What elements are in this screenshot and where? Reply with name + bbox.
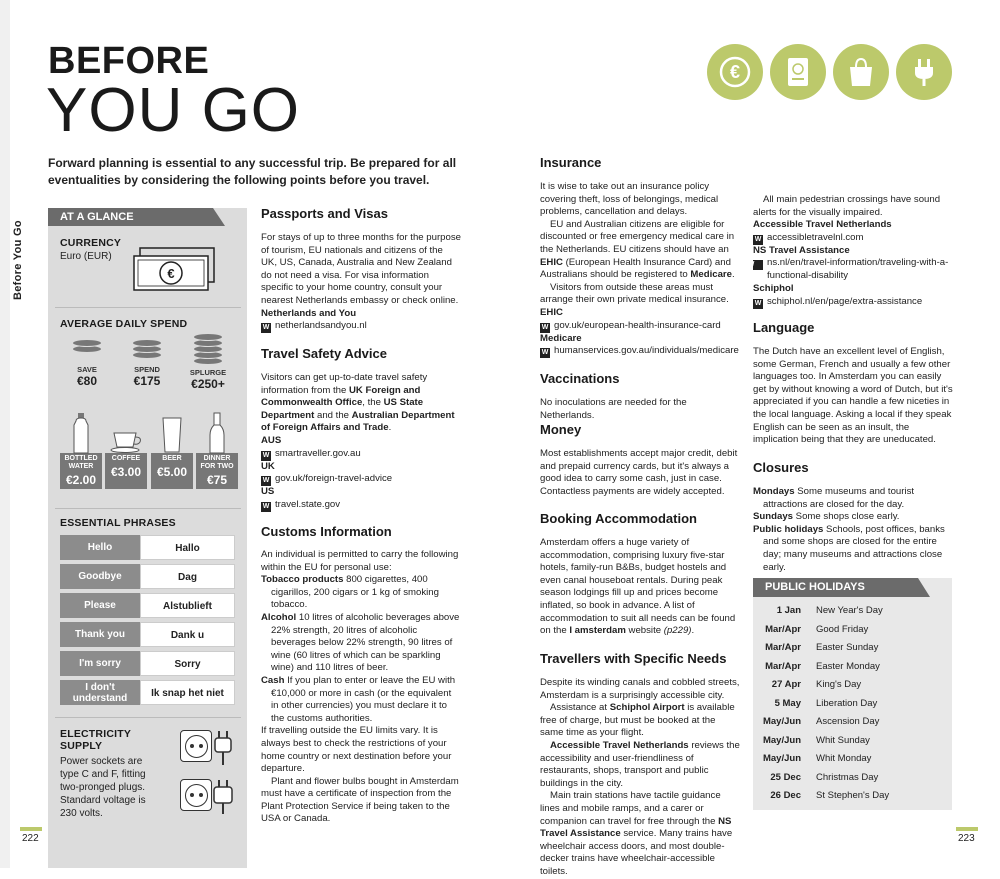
language-text: The Dutch have an excellent level of English, some German, French and usually a few other languages too. In Amsterdam you can easily get by without knowing a word of Dutch, but it's appreciated if you can handle a few niceties in the local language. Asking a local if they speak English can be seen as an insult, the implication being that they are uneducated. xyxy=(753,346,953,446)
holiday-date: 25 Dec xyxy=(770,771,801,783)
phrase-dutch: Sorry xyxy=(140,651,235,676)
banknotes-icon xyxy=(130,246,220,294)
safety-uk-label: UK xyxy=(261,460,275,472)
holiday-row xyxy=(753,698,952,716)
holiday-name: Easter Monday xyxy=(816,660,880,672)
phrases-title: ESSENTIAL PHRASES xyxy=(60,517,176,529)
holiday-name: King's Day xyxy=(816,679,862,690)
page-number-left: 222 xyxy=(22,833,39,844)
holiday-row xyxy=(753,624,952,642)
specific-link[interactable]: accessibletravelnl.com xyxy=(767,231,864,243)
customs-alcohol: 10 litres of alcoholic beverages above 22% strength, 20 litres of alcoholic beverages below 22% strength, 90 litres of wine (60 litres of which can be sparkling wine) and 110 litres of beer. xyxy=(271,611,460,674)
closure-day: Sundays xyxy=(753,511,793,523)
cost-label: BOTTLED WATER xyxy=(64,455,98,470)
customs-tobacco: 800 cigarettes, 400 cigarillos, 200 cigars or 1 kg of smoking tobacco. xyxy=(271,574,439,611)
electricity-title: ELECTRICITY SUPPLY xyxy=(60,728,131,752)
safety-text: Visitors can get up-to-date travel safety information from the xyxy=(261,372,428,396)
specific-para: reviews the accessibility and user-friendliness of restaurants, shops, transport and public buildings in the city. xyxy=(540,739,740,789)
holiday-date: 5 May xyxy=(774,697,801,709)
holiday-name: St Stephen's Day xyxy=(816,790,890,801)
spend-splurge xyxy=(183,335,233,391)
insurance-para: Visitors from outside these areas must arrange their own private medical insurance. xyxy=(540,281,729,306)
web-icon: W xyxy=(753,260,763,270)
passports-sub: Netherlands and You xyxy=(261,307,357,319)
customs-alcohol-label: Alcohol xyxy=(261,611,297,623)
daily-spend-title: AVERAGE DAILY SPEND xyxy=(60,318,188,330)
web-icon: W xyxy=(541,323,549,331)
web-icon: W xyxy=(262,502,270,510)
safety-section xyxy=(261,372,459,512)
holiday-name: Good Friday xyxy=(816,623,869,635)
electricity-text: Power sockets are type C and F, fitting two-pronged plugs. Standard voltage is 230 volts. xyxy=(60,756,146,819)
customs-tobacco-label: Tobacco products xyxy=(261,574,344,586)
safety-text: . xyxy=(388,422,392,434)
phrase-english: I don't understand xyxy=(60,680,140,705)
public-holidays-heading: PUBLIC HOLIDAYS xyxy=(753,578,918,597)
page-number-right: 223 xyxy=(958,833,975,844)
spend-value: €80 xyxy=(76,374,98,388)
cost-label: COFFEE xyxy=(111,455,141,462)
spend-value: €175 xyxy=(133,374,161,388)
wine-bottle-icon xyxy=(196,413,238,453)
specific-para: Assistance at xyxy=(550,702,610,714)
vaccinations-text: No inoculations are needed for the Netherlands. xyxy=(540,397,687,421)
holiday-row xyxy=(753,716,952,734)
holiday-row xyxy=(753,753,952,771)
insurance-para: (European Health Insurance Card) and Australians should be registered to xyxy=(540,256,731,281)
insurance-section xyxy=(540,181,740,358)
holiday-name: Whit Sunday xyxy=(816,734,870,746)
coin-stack-icon xyxy=(132,335,162,359)
title-line2: YOU GO xyxy=(46,76,301,145)
holiday-name: New Year's Day xyxy=(816,605,883,616)
svg-text:€: € xyxy=(167,266,175,281)
specific-ns: NS Travel Assistance xyxy=(540,815,732,840)
booking-page-ref: (p229) xyxy=(663,625,692,637)
safety-text: , the xyxy=(362,397,384,409)
safety-text: and the xyxy=(314,409,352,421)
cost-value: €75 xyxy=(206,473,228,487)
cost-water xyxy=(60,413,102,489)
specific-atn: Accessible Travel Netherlands xyxy=(550,739,689,751)
passports-heading: Passports and Visas xyxy=(261,206,388,221)
cost-dinner xyxy=(196,413,238,489)
closure-day: Mondays xyxy=(753,486,795,497)
specific-para: Despite its winding canals and cobbled streets, Amsterdam is a surprisingly accessible city. xyxy=(540,677,740,701)
holiday-row xyxy=(753,772,952,790)
phrase-dutch: Hallo xyxy=(140,535,235,560)
spend-label: SAVE xyxy=(77,365,97,374)
passports-text: For stays of up to three months for the purpose of tourism, EU nationals and citizens of the UK, US, Canada, Australia and New Zealand do not need a visa. For visa information specific to your home country, consult your nearest Netherlands embassy or check online. xyxy=(261,232,461,306)
booking-text: Amsterdam offers a huge variety of accommodation, comprising luxury five-star hotels, family-run B&Bs, budget hostels and even canal houseboat rentals. During peak season lodgings fill up and prices become inflated, so book in advance. A list of accommodation to suit all needs can be found on the xyxy=(540,537,736,637)
customs-intro: An individual is permitted to carry the following within the EU for personal use: xyxy=(261,549,459,573)
safety-us-label: US xyxy=(261,486,275,498)
holiday-row xyxy=(753,661,952,679)
phrase-english: Goodbye xyxy=(60,564,140,589)
insurance-para: . xyxy=(731,269,735,281)
booking-heading: Booking Accommodation xyxy=(540,511,697,526)
holiday-name: Ascension Day xyxy=(816,716,880,727)
holiday-date: 27 Apr xyxy=(771,679,801,690)
socket-type-c-icon xyxy=(180,730,212,762)
web-icon: W xyxy=(754,235,762,243)
web-icon: W xyxy=(262,324,270,332)
holiday-row xyxy=(753,605,952,623)
divider xyxy=(55,717,241,718)
divider xyxy=(55,508,241,509)
ehic-link[interactable]: gov.uk/european-health-insurance-card xyxy=(554,319,721,331)
spend-mid xyxy=(122,335,172,388)
currency-value: Euro (EUR) xyxy=(60,251,112,262)
holiday-date: Mar/Apr xyxy=(765,623,801,635)
insurance-para: EU and Australian citizens are eligible for discounted or free emergency medical care in the Netherlands. EU citizens should have an xyxy=(540,218,735,255)
specific-links xyxy=(747,156,953,309)
phrase-english: I'm sorry xyxy=(60,651,140,676)
ehic-label: EHIC xyxy=(540,306,563,318)
intro-text: Forward planning is essential to any successful trip. Be prepared for all eventualities by considering the following points before you travel. xyxy=(48,156,457,187)
holiday-row xyxy=(753,735,952,753)
specific-needs-section xyxy=(540,677,740,879)
coffee-cup-icon xyxy=(105,413,147,453)
web-icon: W xyxy=(262,451,270,459)
page-number-marker xyxy=(20,827,42,831)
phrase-row xyxy=(60,593,235,618)
customs-cash-label: Cash xyxy=(261,674,285,686)
holiday-row xyxy=(753,790,952,808)
currency-title: CURRENCY xyxy=(60,237,122,249)
safety-aus-org: Australian Department of Foreign Affairs and Trade xyxy=(261,409,455,434)
insurance-medicare-term: Medicare xyxy=(690,269,732,281)
language-heading: Language xyxy=(753,320,815,335)
customs-para: If travelling outside the EU limits vary. It is always best to check the restrictions of your home country or next destination before your departure. xyxy=(261,725,452,775)
vaccinations-heading: Vaccinations xyxy=(540,371,620,386)
plug-type-c-icon xyxy=(213,728,235,766)
cost-value: €2.00 xyxy=(65,473,97,487)
safety-heading: Travel Safety Advice xyxy=(261,346,387,361)
page-edge xyxy=(0,0,10,868)
medicare-link[interactable]: humanservices.gov.au/individuals/medicare xyxy=(554,345,739,357)
passports-section xyxy=(261,232,461,333)
holiday-row xyxy=(753,642,952,660)
cost-label: DINNER FOR TWO xyxy=(200,455,234,470)
cost-coffee xyxy=(105,413,147,489)
phrase-row xyxy=(60,564,235,589)
safety-uk-link[interactable]: gov.uk/foreign-travel-advice xyxy=(275,473,393,485)
phrase-row xyxy=(60,535,235,560)
passports-link[interactable]: netherlandsandyou.nl xyxy=(275,320,367,332)
specific-link[interactable]: ns.nl/en/travel-information/traveling-with-a-functional-disability xyxy=(767,257,949,282)
specific-link-label: Schiphol xyxy=(753,282,794,294)
insurance-heading: Insurance xyxy=(540,155,602,170)
specific-link-label: Accessible Travel Netherlands xyxy=(753,219,892,231)
specific-needs-heading: Travellers with Specific Needs xyxy=(540,651,727,666)
spend-label: SPLURGE xyxy=(189,368,227,377)
insurance-ehic-term: EHIC xyxy=(540,256,563,268)
closure-text: Some museums and tourist attractions are closed for the day. xyxy=(763,486,915,510)
side-tab-part2: Before You Go xyxy=(12,220,24,300)
phrase-english: Please xyxy=(60,593,140,618)
booking-text: . xyxy=(691,625,695,637)
at-a-glance-heading: AT A GLANCE xyxy=(48,208,213,226)
closure-text: Schools, post offices, banks and some shops are closed for the entire day; many museums and attractions close early. xyxy=(763,523,945,573)
cost-value: €5.00 xyxy=(156,465,188,479)
specific-para: Main train stations have tactile guidance lines and mobile ramps, and a carer or companion can travel for free through the xyxy=(540,790,721,827)
plug-type-f-icon xyxy=(213,777,235,815)
phrase-dutch: Dag xyxy=(140,564,235,589)
closures-section xyxy=(753,486,953,574)
specific-para: is available free of charge, but must be booked at the same time as your flight. xyxy=(540,702,735,739)
safety-aus-link[interactable]: smartraveller.gov.au xyxy=(275,447,361,459)
phrase-row xyxy=(60,680,235,705)
holiday-name: Easter Sunday xyxy=(816,642,879,653)
closures-heading: Closures xyxy=(753,460,809,475)
safety-us-org: US State Department xyxy=(261,397,424,421)
holiday-date: 26 Dec xyxy=(770,790,801,801)
holiday-date: Mar/Apr xyxy=(765,660,801,672)
safety-us-link[interactable]: travel.state.gov xyxy=(275,498,341,510)
cost-label: BEER xyxy=(162,455,182,462)
cost-beer xyxy=(151,413,193,489)
phrase-dutch: Ik snap het niet xyxy=(140,680,235,705)
title-line1: BEFORE xyxy=(48,40,210,82)
water-bottle-icon xyxy=(60,413,102,453)
customs-para: Plant and flower bulbs bought in Amsterdam must have a certificate of inspection from the Plant Protection Service if being taken to the USA or Canada. xyxy=(261,775,459,825)
phrase-english: Thank you xyxy=(60,622,140,647)
web-icon: W xyxy=(754,299,762,307)
booking-site: I amsterdam xyxy=(569,625,626,637)
phrase-dutch: Alstublieft xyxy=(140,593,235,618)
closure-text: Some shops close early. xyxy=(795,511,900,523)
phrase-english: Hello xyxy=(60,535,140,560)
spend-value: €250+ xyxy=(191,377,225,391)
safety-uk-org: UK Foreign and Commonwealth Office xyxy=(261,384,421,409)
customs-section xyxy=(261,549,461,826)
holiday-name: Liberation Day xyxy=(816,697,878,709)
customs-heading: Customs Information xyxy=(261,524,392,539)
holiday-row xyxy=(753,679,952,697)
closure-day: Public holidays xyxy=(753,523,824,535)
safety-aus-label: AUS xyxy=(261,434,282,446)
coin-stack-icon xyxy=(72,335,102,353)
customs-cash: If you plan to enter or leave the EU with €10,000 or more in cash (or the equivalent in other currencies) you must declare it to the customs authorities. xyxy=(271,674,456,724)
medicare-label: Medicare xyxy=(540,332,582,344)
spend-save xyxy=(62,335,112,388)
money-text: Most establishments accept major credit, debit and prepaid currency cards, but it's always a good idea to carry some cash, just in case. Contactless payments are widely accepted. xyxy=(540,448,738,497)
holiday-date: May/Jun xyxy=(762,734,801,746)
money-heading: Money xyxy=(540,422,582,437)
booking-section xyxy=(540,537,740,638)
insurance-para: It is wise to take out an insurance policy covering theft, loss of belongings, medical problems, cancellation and delays. xyxy=(540,181,719,218)
holiday-date: 1 Jan xyxy=(776,605,801,616)
beer-glass-icon xyxy=(151,413,193,453)
spend-label: SPEND xyxy=(134,365,160,374)
specific-para: service. Many trains have wheelchair access doors, and most double-decker trains have wheelchair-accessible toilets. xyxy=(540,828,733,877)
socket-type-f-icon xyxy=(180,779,212,811)
divider xyxy=(55,307,241,308)
web-icon: W xyxy=(541,349,549,357)
booking-text: website xyxy=(625,625,664,637)
phrase-row xyxy=(60,622,235,647)
holiday-date: Mar/Apr xyxy=(765,642,801,653)
specific-schiphol: Schiphol Airport xyxy=(609,702,685,714)
phrase-row xyxy=(60,651,235,676)
svg-text:€: € xyxy=(729,62,741,82)
holiday-date: May/Jun xyxy=(762,716,801,727)
holiday-date: May/Jun xyxy=(762,753,801,764)
specific-link-label: NS Travel Assistance xyxy=(753,244,850,256)
cost-value: €3.00 xyxy=(110,465,142,479)
section-side-tab xyxy=(12,140,36,310)
holiday-name: Christmas Day xyxy=(816,771,879,783)
web-icon: W xyxy=(262,477,270,485)
coin-stack-icon xyxy=(193,335,223,365)
page-number-marker xyxy=(956,827,978,831)
holiday-name: Whit Monday xyxy=(816,753,872,764)
phrase-dutch: Dank u xyxy=(140,622,235,647)
specific-para: All main pedestrian crossings have sound alerts for the visually impaired. xyxy=(753,194,941,218)
specific-link[interactable]: schiphol.nl/en/page/extra-assistance xyxy=(767,295,923,307)
